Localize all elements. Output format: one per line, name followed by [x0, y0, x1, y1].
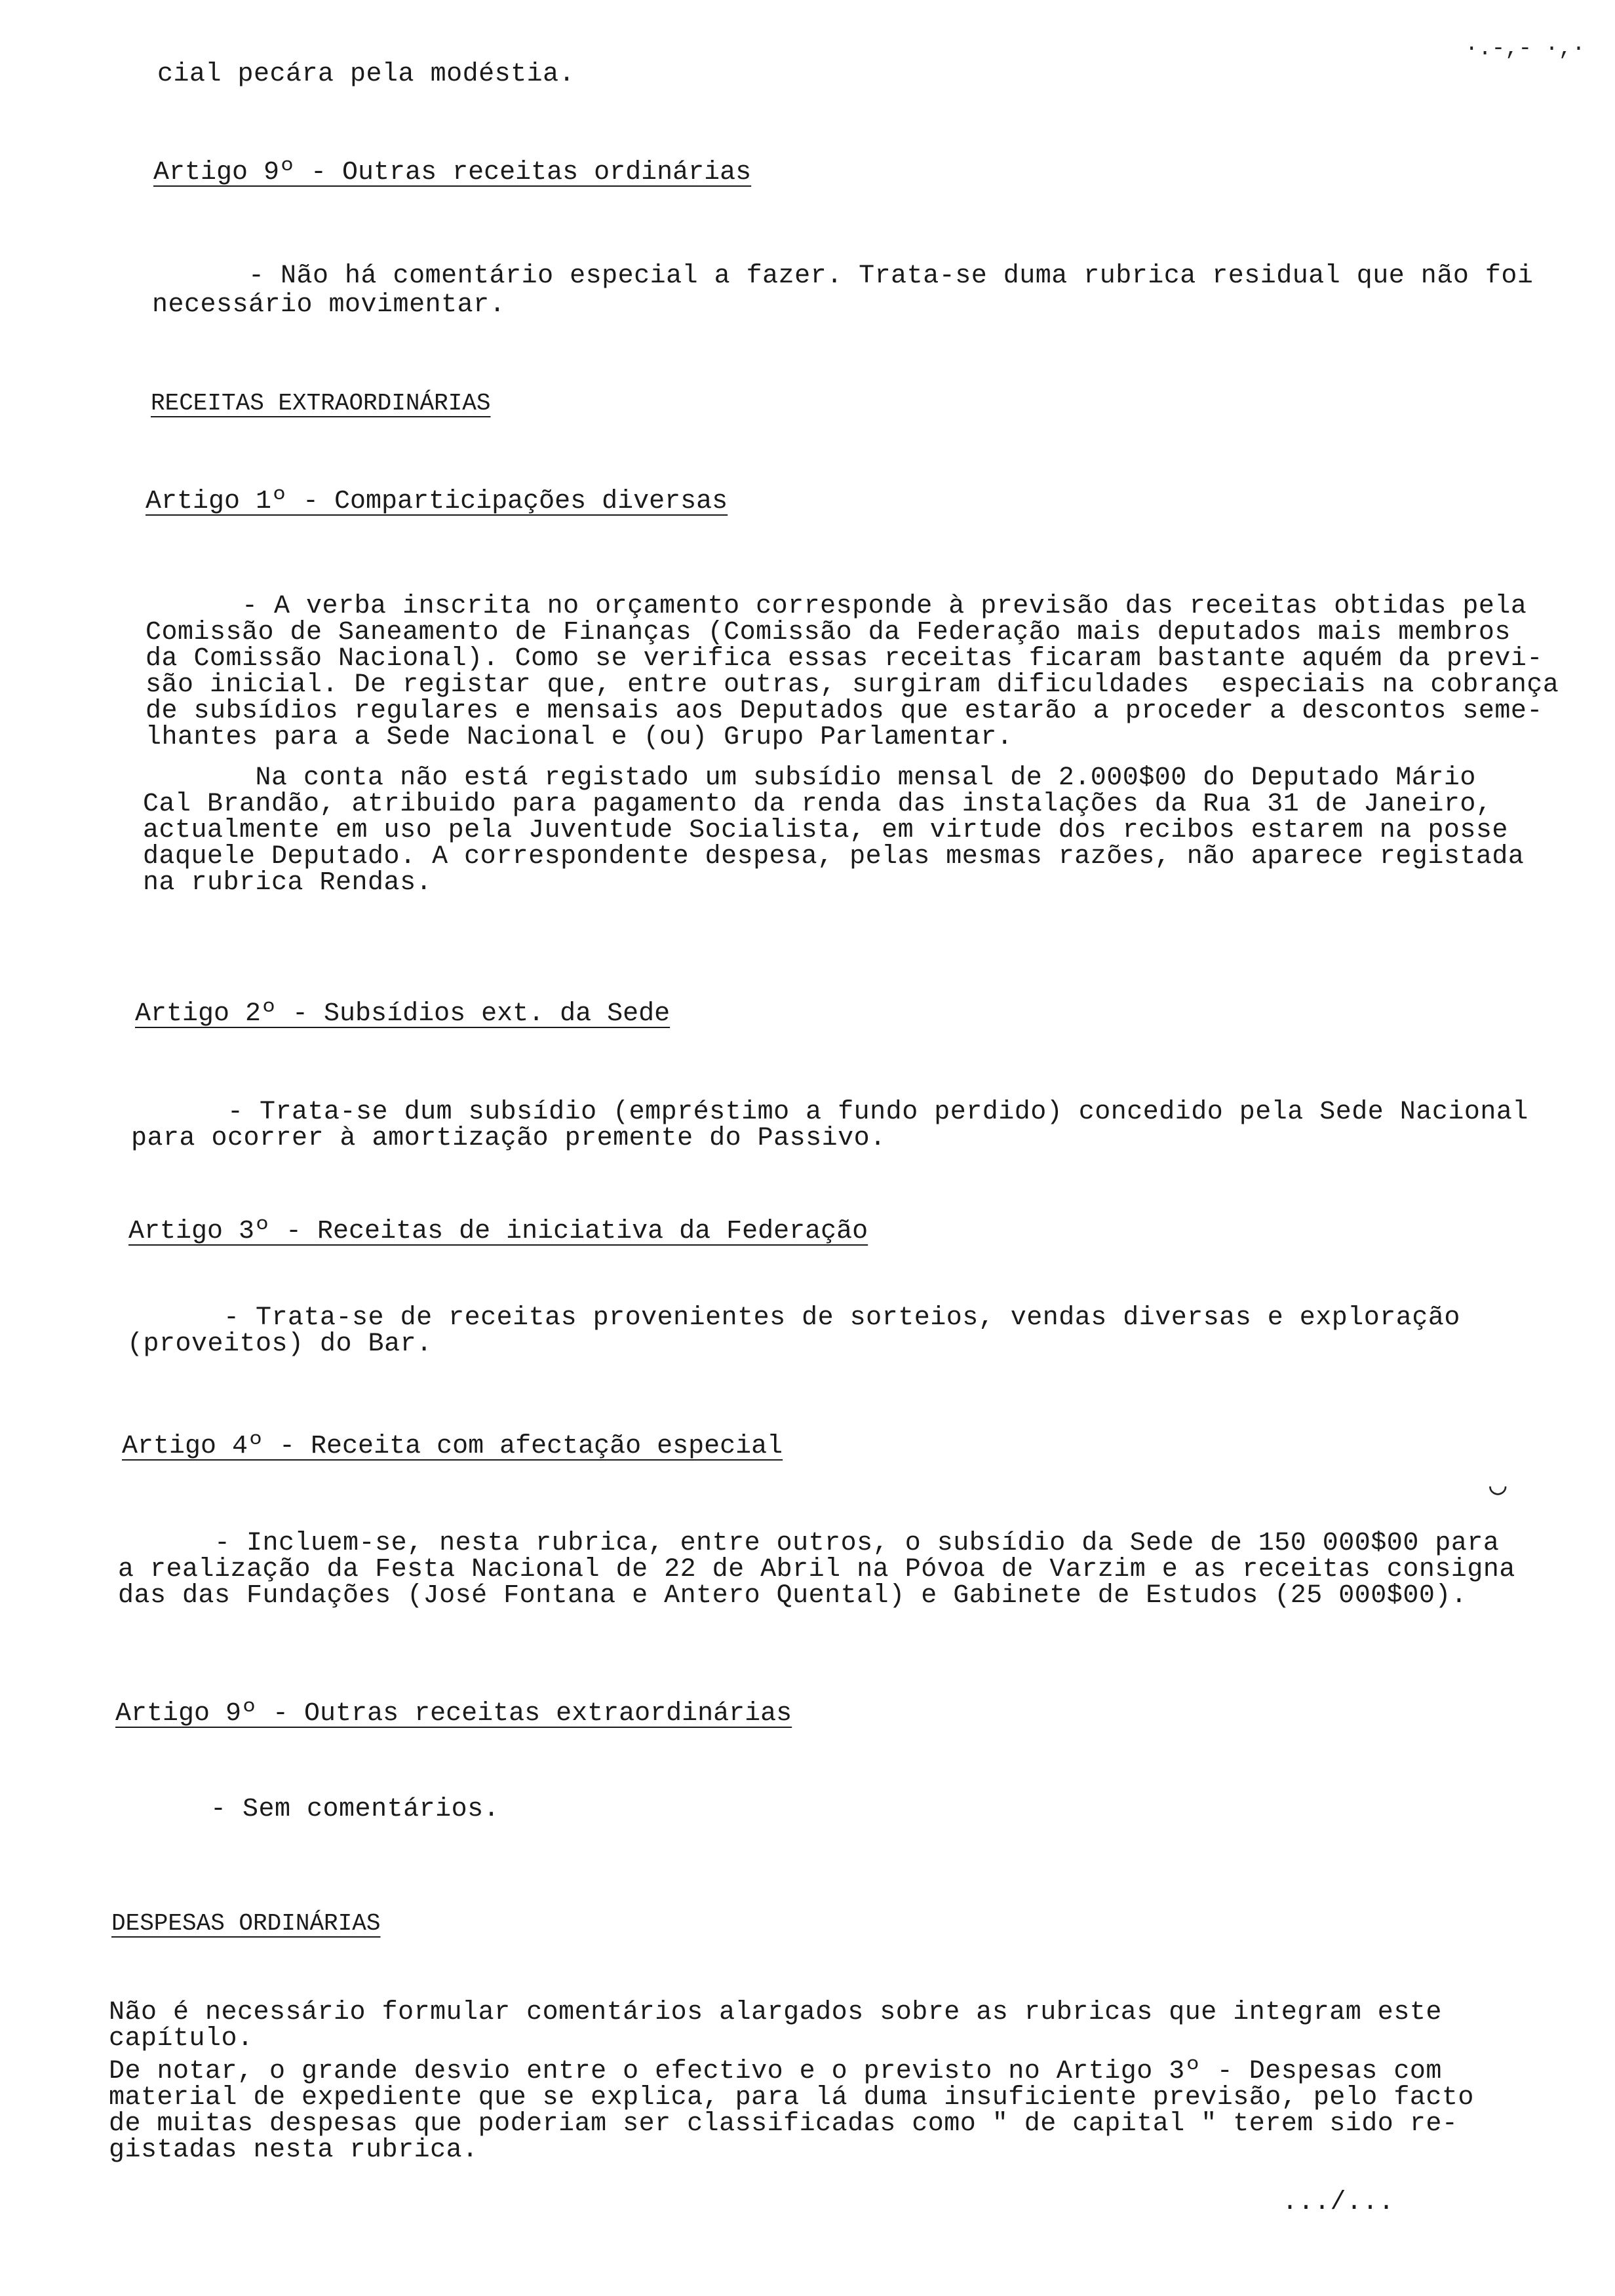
section-line: Cal Brandão, atribuido para pagamento da renda das instalações da Rua 31 de Janeiro,: [143, 790, 1492, 819]
section-line: De notar, o grande desvio entre o efectivo e o previsto no Artigo 3º - Despesas com: [109, 2057, 1442, 2086]
section-line: - Não há comentário especial a fazer. Trata-se duma rubrica residual que não foi: [152, 261, 1534, 291]
section-line: de muitas despesas que poderiam ser classificadas como " de capital " terem sido re-: [109, 2109, 1458, 2139]
section-line: lhantes para a Sede Nacional e (ou) Grupo Parlamentar.: [146, 723, 1013, 752]
section-line: daquele Deputado. A correspondente despesa, pelas mesmas razões, não aparece registada: [143, 842, 1525, 871]
section-line: actualmente em uso pela Juventude Socialista, em virtude dos recibos estarem na posse: [143, 816, 1508, 845]
continuation-mark: .../...: [1282, 2188, 1395, 2217]
section-line: para ocorrer à amortização premente do Passivo.: [131, 1124, 886, 1153]
section-heading-artigo-2: Artigo 2º - Subsídios ext. da Sede: [135, 999, 671, 1029]
section-line: da Comissão Nacional). Como se verifica essas receitas ficaram bastante aquém da previ-: [146, 644, 1543, 674]
section-heading-artigo-9-extraordinarias: Artigo 9º - Outras receitas extraordinárias: [115, 1699, 792, 1729]
section-heading-artigo-1: Artigo 1º - Comparticipações diversas: [146, 487, 728, 516]
section-line: necessário movimentar.: [152, 290, 506, 320]
section-line: a realização da Festa Nacional de 22 de Abril na Póvoa de Varzim e as receitas consigna: [118, 1555, 1515, 1584]
section-line: - Trata-se dum subsídio (empréstimo a fundo perdido) concedido pela Sede Nacional: [131, 1098, 1528, 1127]
section-line: - Sem comentários.: [114, 1795, 500, 1824]
section-line: das das Fundações (José Fontana e Antero Quental) e Gabinete de Estudos (25 000$00).: [118, 1581, 1468, 1611]
section-line: Na conta não está registado um subsídio mensal de 2.000$00 do Deputado Mário: [143, 763, 1476, 793]
section-line: - A verba inscrita no orçamento corresponde à previsão das receitas obtidas pela: [146, 592, 1527, 621]
section-heading-despesas-ordinarias: DESPESAS ORDINÁRIAS: [111, 1910, 381, 1937]
section-line: de subsídios regulares e mensais aos Deputados que estarão a proceder a descontos seme-: [146, 697, 1543, 726]
section-line: material de expediente que se explica, para lá duma insuficiente previsão, pelo facto: [109, 2083, 1474, 2113]
section-heading-artigo-3: Artigo 3º - Receitas de iniciativa da Federação: [128, 1217, 868, 1246]
section-heading-artigo-4: Artigo 4º - Receita com afectação especial: [122, 1432, 783, 1461]
section-line: - Incluem-se, nesta rubrica, entre outros, o subsídio da Sede de 150 000$00 para: [118, 1529, 1500, 1558]
section-heading-receitas-extraordinarias: RECEITAS EXTRAORDINÁRIAS: [151, 390, 491, 417]
section-heading-artigo-9-ordinarias: Artigo 9º - Outras receitas ordinárias: [153, 158, 752, 187]
margin-mark: ◡: [1489, 1470, 1507, 1503]
section-line: são inicial. De registar que, entre outras, surgiram dificuldades especiais na cobrança: [146, 670, 1559, 700]
section-line: Comissão de Saneamento de Finanças (Comissão da Federação mais deputados mais membros: [146, 618, 1511, 647]
section-line: gistadas nesta rubrica.: [109, 2135, 478, 2165]
top-line: cial pecára pela modéstia.: [157, 60, 575, 89]
section-line: (proveitos) do Bar.: [127, 1330, 433, 1359]
section-line: Não é necessário formular comentários alargados sobre as rubricas que integram este: [109, 1998, 1442, 2027]
section-line: na rubrica Rendas.: [143, 868, 433, 898]
section-line: capítulo.: [109, 2024, 254, 2054]
corner-marks: ·.-,- ·,·: [1465, 37, 1586, 62]
section-line: - Trata-se de receitas provenientes de sorteios, vendas diversas e exploração: [127, 1303, 1460, 1333]
